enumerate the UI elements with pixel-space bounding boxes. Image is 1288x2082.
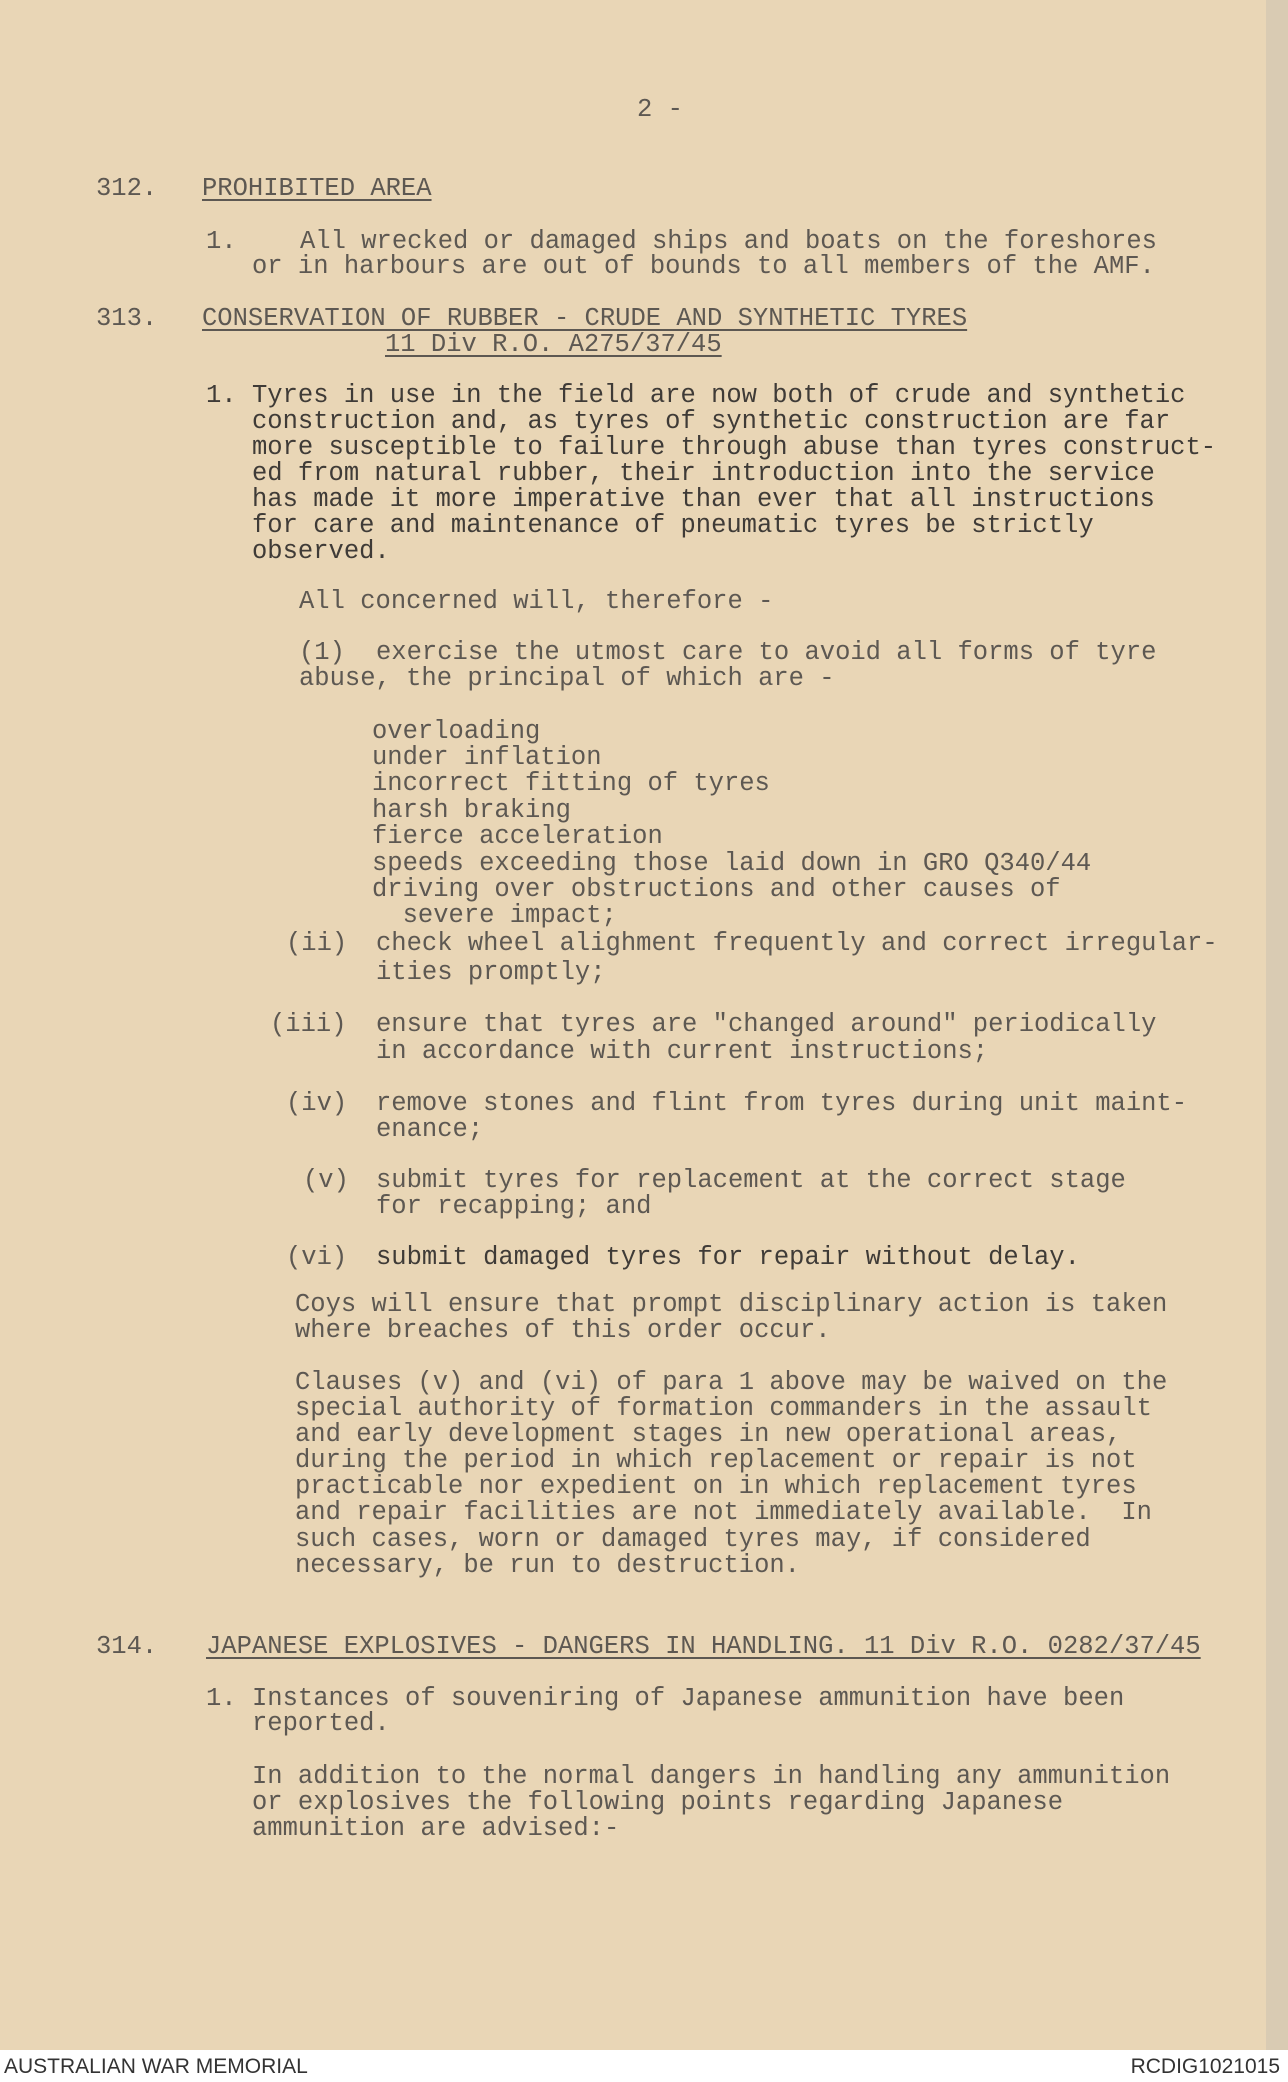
clause-label: (v) xyxy=(303,1166,349,1195)
text-line: for care and maintenance of pneumatic tyres be strictly xyxy=(252,511,1094,540)
list-item: speeds exceeding those laid down in GRO Q340/44 xyxy=(372,849,1092,878)
text-line: submit tyres for replacement at the correct stage xyxy=(376,1166,1126,1195)
clause-label: (ii) xyxy=(286,929,348,958)
footer-bar xyxy=(0,2050,1288,2082)
clause-label: (iv) xyxy=(286,1089,348,1118)
text-line: such cases, worn or damaged tyres may, if considered xyxy=(295,1525,1091,1554)
text-line: ed from natural rubber, their introduction into the service xyxy=(252,459,1155,488)
list-item: harsh braking xyxy=(372,796,571,825)
text-line: In addition to the normal dangers in handling any ammunition xyxy=(252,1762,1171,1791)
text-line: check wheel alighment frequently and correct irregular- xyxy=(376,929,1218,958)
section-subheading: 11 Div R.O. A275/37/45 xyxy=(385,330,722,359)
section-number: 312. xyxy=(96,174,158,203)
text-line: remove stones and flint from tyres during unit maint- xyxy=(376,1089,1188,1118)
text-line: enance; xyxy=(376,1115,484,1144)
text-line: in accordance with current instructions; xyxy=(376,1037,989,1066)
footer-id: RCDIG1021015 xyxy=(1130,2055,1280,2078)
text-line: for recapping; and xyxy=(376,1192,652,1221)
text-line: submit damaged tyres for repair without delay. xyxy=(376,1243,1080,1272)
text-line: Instances of souveniring of Japanese ammunition have been xyxy=(252,1684,1125,1713)
text-line: special authority of formation commanders in the assault xyxy=(295,1394,1152,1423)
text-line: reported. xyxy=(252,1709,390,1738)
text-line: or explosives the following points regarding Japanese xyxy=(252,1788,1064,1817)
para-label: 1. xyxy=(206,227,237,256)
para-label: 1. xyxy=(206,381,237,410)
text-line: during the period in which replacement or repair is not xyxy=(295,1446,1137,1475)
text-line: Clauses (v) and (vi) of para 1 above may be waived on the xyxy=(295,1368,1168,1397)
text-line: and repair facilities are not immediately available. In xyxy=(295,1498,1152,1527)
para-label: 1. xyxy=(206,1684,237,1713)
clause-label: (iii) xyxy=(270,1010,347,1039)
text-line: or in harbours are out of bounds to all members of the AMF. xyxy=(252,252,1155,281)
section-number: 313. xyxy=(96,304,158,333)
text-line: has made it more imperative than ever that all instructions xyxy=(252,485,1155,514)
text-line: observed. xyxy=(252,537,390,566)
text-line: more susceptible to failure through abuse than tyres construct- xyxy=(252,433,1217,462)
list-item: overloading xyxy=(372,717,541,746)
text-line: All concerned will, therefore - xyxy=(299,587,774,616)
section-number: 314. xyxy=(96,1632,158,1661)
text-line: practicable nor expedient on in which replacement tyres xyxy=(295,1472,1137,1501)
text-line: abuse, the principal of which are - xyxy=(299,664,835,693)
text-line: Tyres in use in the field are now both of crude and synthetic xyxy=(252,381,1186,410)
clause-label: (1) xyxy=(299,638,345,667)
footer-source: AUSTRALIAN WAR MEMORIAL xyxy=(4,2055,308,2078)
list-item: driving over obstructions and other causes of xyxy=(372,875,1061,904)
list-item: fierce acceleration xyxy=(372,822,663,851)
list-item: under inflation xyxy=(372,743,602,772)
section-heading: PROHIBITED AREA xyxy=(202,174,432,203)
list-item: incorrect fitting of tyres xyxy=(372,769,770,798)
text-line: ensure that tyres are "changed around" periodically xyxy=(376,1010,1157,1039)
page-edge xyxy=(1266,0,1288,2050)
text-line: Coys will ensure that prompt disciplinary action is taken xyxy=(295,1290,1168,1319)
text-line: and early development stages in new operational areas, xyxy=(295,1420,1122,1449)
clause-label: (vi) xyxy=(286,1243,348,1272)
text-line: necessary, be run to destruction. xyxy=(295,1551,800,1580)
text-line: where breaches of this order occur. xyxy=(295,1316,831,1345)
section-heading: JAPANESE EXPLOSIVES - DANGERS IN HANDLING. 11 Div R.O. 0282/37/45 xyxy=(206,1632,1201,1661)
page-number: 2 - xyxy=(637,95,683,124)
list-item: severe impact; xyxy=(372,901,617,930)
text-line: exercise the utmost care to avoid all forms of tyre xyxy=(376,638,1157,667)
text-line: construction and, as tyres of synthetic construction are far xyxy=(252,407,1171,436)
text-line: All wrecked or damaged ships and boats on the foreshores xyxy=(300,227,1157,256)
section-heading: CONSERVATION OF RUBBER - CRUDE AND SYNTHETIC TYRES xyxy=(202,304,968,333)
text-line: ities promptly; xyxy=(376,958,606,987)
text-line: ammunition are advised:- xyxy=(252,1814,620,1843)
